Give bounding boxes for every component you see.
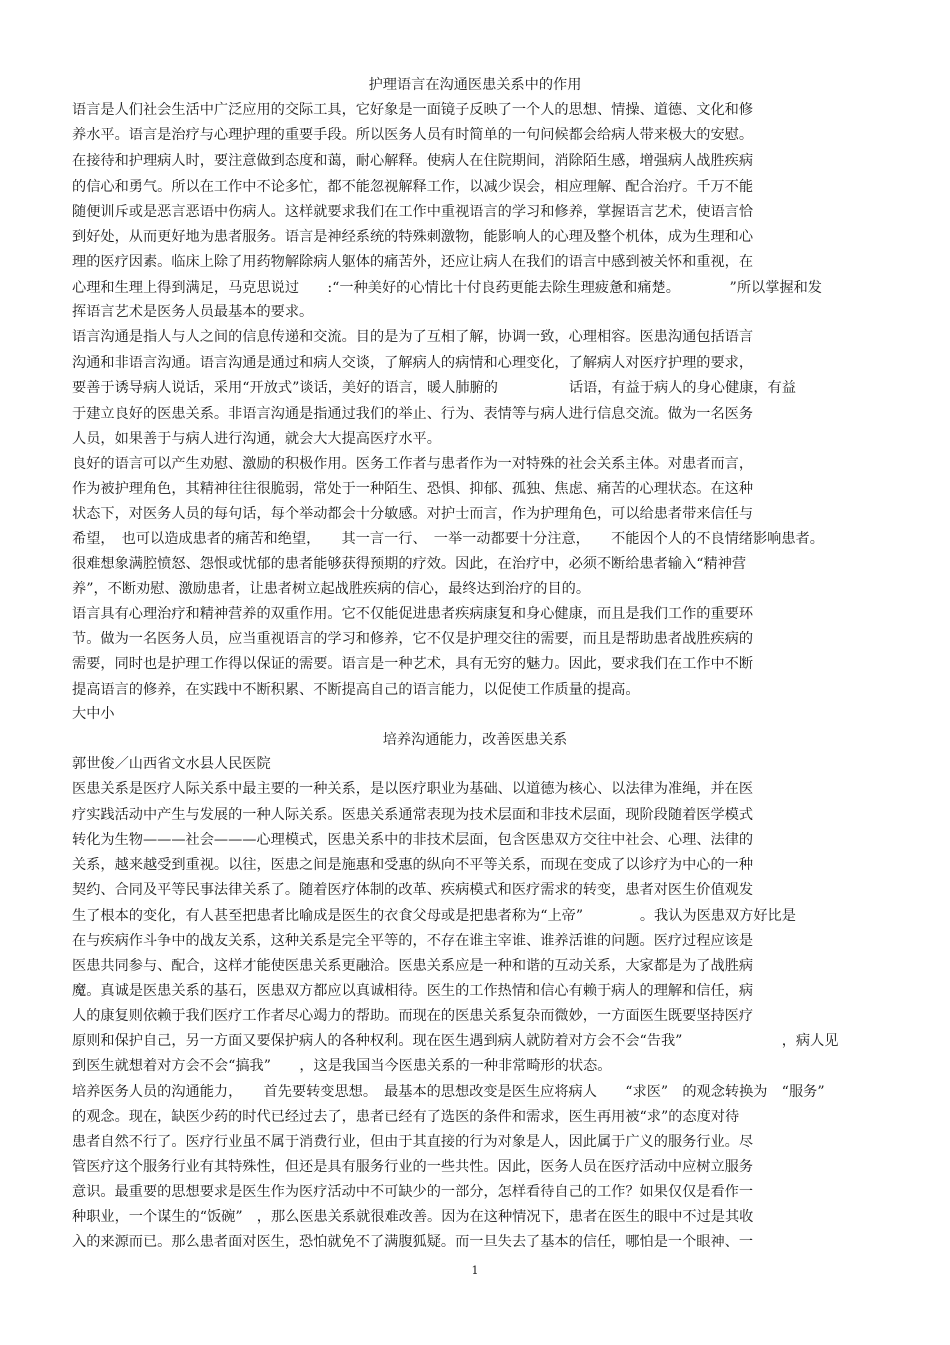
article2-title: 培养沟通能力，改善医患关系	[382, 732, 568, 748]
page-number: 1	[471, 1264, 479, 1277]
article1-line: 在接待和护理病人时，要注意做到态度和蔼，耐心解释。使病人在住院期间，消除陌生感，增强病人战胜疾病	[72, 153, 754, 169]
article1-line: 养”，不断劝慰、激励患者，让患者树立起战胜疾病的信心，最终达到治疗的目的。	[72, 581, 591, 597]
article2-line: 契约、合同及平等民事法律关系了。随着医疗体制的改革、疾病模式和医疗需求的转变，患者对医生价值观发	[72, 882, 754, 898]
article2-line: 的观念。现在，缺医少药的时代已经过去了，患者已经有了选医的条件和需求，医生再用被“求”的态度对待	[72, 1109, 740, 1125]
article1-line: 语言具有心理治疗和精神营养的双重作用。它不仅能促进患者疾病康复和身心健康，而且是我们工作的重要环	[72, 606, 754, 622]
article2-line: 在与疾病作斗争中的战友关系，这种关系是完全平等的，不存在谁主宰谁、谁养活谁的问题。医疗过程应该是	[72, 933, 754, 949]
article1-line: 到好处，从而更好地为患者服务。语言是神经系统的特殊刺激物，能影响人的心理及整个机体，成为生理和心	[72, 229, 754, 245]
size-options[interactable]: 大中小	[72, 706, 115, 722]
article1-line: 养水平。语言是治疗与心理护理的重要手段。所以医务人员有时简单的一句问候都会给病人带来极大的安慰。	[72, 127, 754, 143]
article1-line: 人员，如果善于与病人进行沟通，就会大大提高医疗水平。	[72, 431, 441, 447]
article1-line: 的信心和勇气。所以在工作中不论多忙，都不能忽视解释工作，以减少误会，相应理解、配合治疗。千万不能	[72, 179, 754, 195]
article1-line: 要善于诱导病人说话，采用“开放式”谈话，美好的语言，暖人肺腑的 话语，有益于病人的身心健康，有益	[72, 380, 796, 396]
article1-line: 理的医疗因素。临床上除了用药物解除病人躯体的痛苦外，还应让病人在我们的语言中感到被关怀和重视，在	[72, 254, 754, 270]
article2-line: 医患关系是医疗人际关系中最主要的一种关系，是以医疗职业为基础、以道德为核心、以法律为准绳，并在医	[72, 781, 754, 797]
article2-line: 疗实践活动中产生与发展的一种人际关系。医患关系通常表现为技术层面和非技术层面，现阶段随着医学模式	[72, 807, 754, 823]
article2-line: 患者自然不行了。医疗行业虽不属于消费行业，但由于其直接的行为对象是人，因此属于广义的服务行业。尽	[72, 1134, 754, 1150]
article1-line: 作为被护理角色，其精神往往很脆弱，常处于一种陌生、恐惧、抑郁、孤独、焦虑、痛苦的心理状态。在这种	[72, 481, 754, 497]
article1-title: 护理语言在沟通医患关系中的作用	[368, 77, 582, 93]
article2-line: 培养医务人员的沟通能力， 首先要转变思想。 最基本的思想改变是医生应将病人 “求医” 的观念转换为 “服务”	[72, 1084, 825, 1100]
article1-line: 节。做为一名医务人员，应当重视语言的学习和修养，它不仅是护理交往的需要，而且是帮助患者战胜疾病的	[72, 631, 754, 647]
article2-line: 到医生就想着对方会不会“搞我” ，这是我国当今医患关系的一种非常畸形的状态。	[72, 1058, 612, 1074]
article2-line: 人的康复则依赖于我们医疗工作者尽心竭力的帮助。而现在的医患关系复杂而微妙，一方面医生既要坚持医疗	[72, 1008, 754, 1024]
article2-line: 生了根本的变化，有人甚至把患者比喻成是医生的衣食父母或是把患者称为“上帝” 。我认为医患双方好比是	[72, 908, 796, 924]
article1-line: 需要，同时也是护理工作得以保证的需要。语言是一种艺术，具有无穷的魅力。因此，要求我们在工作中不断	[72, 656, 754, 672]
article1-line: 心理和生理上得到满足，马克思说过 :“一种美好的心情比十付良药更能去除生理疲惫和痛楚。 ”所以掌握和发	[72, 280, 822, 296]
article1-line: 沟通和非语言沟通。语言沟通是通过和病人交谈，了解病人的病情和心理变化，了解病人对医疗护理的要求，	[72, 355, 754, 371]
article1-line: 很难想象满腔愤怒、怨恨或忧郁的患者能够获得预期的疗效。因此，在治疗中，必须不断给患者输入“精神营	[72, 556, 747, 572]
article2-line: 关系，越来越受到重视。以往，医患之间是施惠和受惠的纵向不平等关系，而现在变成了以诊疗为中心的一种	[72, 857, 754, 873]
article2-byline: 郭世俊／山西省文水县人民医院	[72, 756, 271, 772]
article1-line: 语言沟通是指人与人之间的信息传递和交流。目的是为了互相了解，协调一致，心理相容。医患沟通包括语言	[72, 329, 754, 345]
article1-line: 希望， 也可以造成患者的痛苦和绝望， 其一言一行、 一举一动都要十分注意， 不能因个人的不良情绪影响患者。	[72, 531, 824, 547]
article2-line: 魔。真诚是医患关系的基石，医患双方都应以真诚相待。医生的工作热情和信心有赖于病人的理解和信任，病	[72, 983, 754, 999]
article1-line: 随便训斥或是恶言恶语中伤病人。这样就要求我们在工作中重视语言的学习和修养，掌握语言艺术，使语言恰	[72, 204, 754, 220]
article2-line: 管医疗这个服务行业有其特殊性，但还是具有服务行业的一些共性。因此，医务人员在医疗活动中应树立服务	[72, 1159, 754, 1175]
article2-line: 入的来源而已。那么患者面对医生，恐怕就免不了满腹狐疑。而一旦失去了基本的信任，哪怕是一个眼神、一	[72, 1234, 754, 1250]
article2-line: 转化为生物———社会———心理模式，医患关系中的非技术层面，包含医患双方交往中社会、心理、法律的	[72, 832, 754, 848]
article2-line: 种职业，一个谋生的“饭碗” ，那么医患关系就很难改善。因为在这种情况下，患者在医生的眼中不过是其收	[72, 1209, 754, 1225]
article1-line: 语言是人们社会生活中广泛应用的交际工具，它好象是一面镜子反映了一个人的思想、情操、道德、文化和修	[72, 102, 754, 118]
article1-line: 良好的语言可以产生劝慰、激励的积极作用。医务工作者与患者作为一对特殊的社会关系主体。对患者而言，	[72, 456, 754, 472]
article1-line: 于建立良好的医患关系。非语言沟通是指通过我们的举止、行为、表情等与病人进行信息交流。做为一名医务	[72, 406, 754, 422]
article2-line: 医患共同参与、配合，这样才能使医患关系更融洽。医患关系应是一种和谐的互动关系，大家都是为了战胜病	[72, 958, 754, 974]
article1-line: 状态下，对医务人员的每句话，每个举动都会十分敏感。对护士而言，作为护理角色，可以给患者带来信任与	[72, 506, 754, 522]
article1-line: 提高语言的修养，在实践中不断积累、不断提高自己的语言能力，以促使工作质量的提高。	[72, 682, 640, 698]
article2-line: 意识。最重要的思想要求是医生作为医疗活动中不可缺少的一部分，怎样看待自己的工作？如果仅仅是看作一	[72, 1184, 754, 1200]
article1-line: 挥语言艺术是医务人员最基本的要求。	[72, 304, 314, 320]
article2-line: 原则和保护自己，另一方面又要保护病人的各种权利。现在医生遇到病人就防着对方会不会“告我” ，病人见	[72, 1033, 839, 1049]
